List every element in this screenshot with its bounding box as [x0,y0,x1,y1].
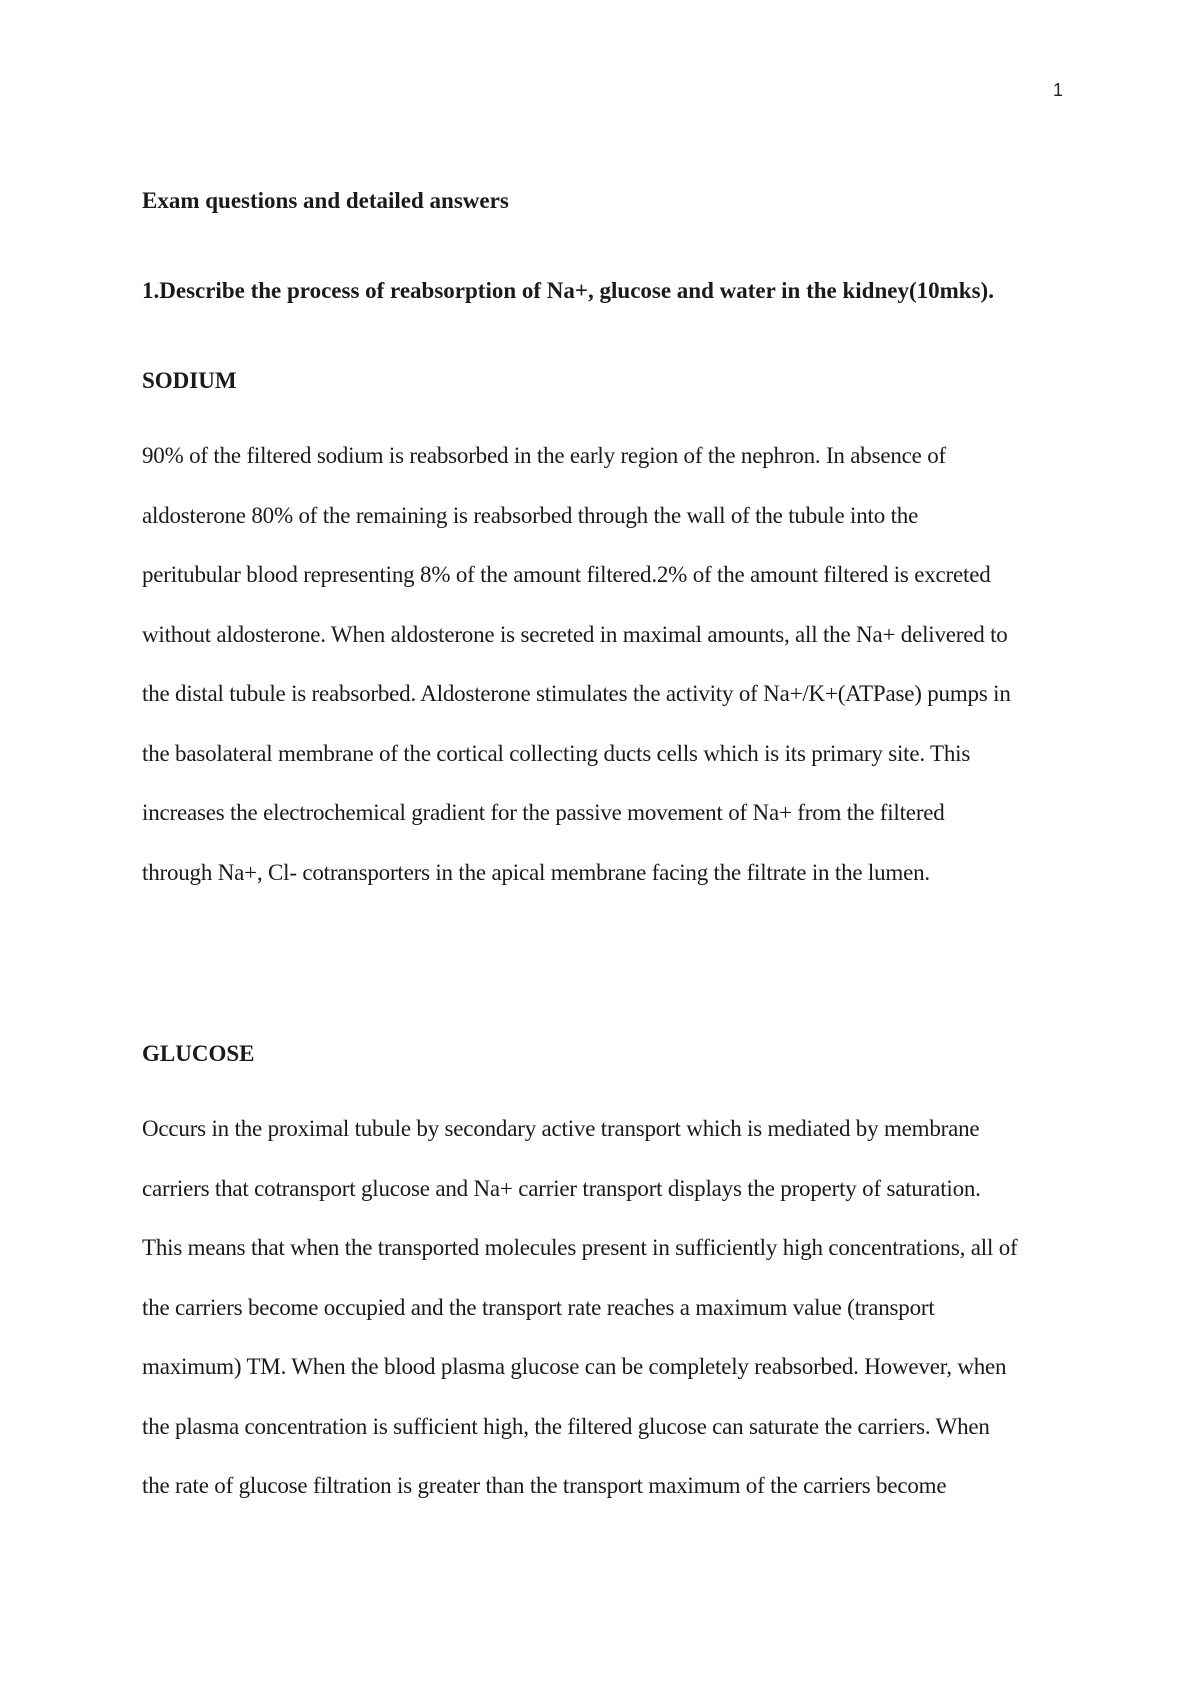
page-number: 1 [1052,80,1063,100]
paragraph-line: increases the electrochemical gradient for the passive movement of Na+ from the filtered [142,800,945,825]
sodium-paragraph [142,426,1072,902]
paragraph-line: the rate of glucose filtration is greater than the transport maximum of the carriers become [142,1473,947,1498]
paragraph-line: the distal tubule is reabsorbed. Aldosterone stimulates the activity of Na+/K+(ATPase) pumps in [142,681,1011,706]
paragraph-line: without aldosterone. When aldosterone is secreted in maximal amounts, all the Na+ delivered to [142,621,1008,647]
document-title: Exam questions and detailed answers [142,188,509,213]
question-heading: 1.Describe the process of reabsorption of Na+, glucose and water in the kidney(10mks). [142,278,994,303]
paragraph-line: aldosterone 80% of the remaining is reabsorbed through the wall of the tubule into the [142,502,919,528]
paragraph-line: the basolateral membrane of the cortical collecting ducts cells which is its primary site. This [142,740,971,766]
paragraph-line: 90% of the filtered sodium is reabsorbed in the early region of the nephron. In absence of [142,443,946,468]
paragraph-line: the carriers become occupied and the transport rate reaches a maximum value (transport [142,1294,935,1320]
paragraph-line: through Na+, Cl- cotransporters in the apical membrane facing the filtrate in the lumen. [142,859,930,885]
paragraph-line: peritubular blood representing 8% of the amount filtered.2% of the amount filtered is excreted [142,562,991,587]
paragraph-line: the plasma concentration is sufficient high, the filtered glucose can saturate the carriers. When [142,1413,990,1439]
paragraph-line: carriers that cotransport glucose and Na+ carrier transport displays the property of saturation. [142,1175,981,1201]
section-heading-sodium: SODIUM [142,368,237,393]
paragraph-line: Occurs in the proximal tubule by secondary active transport which is mediated by membrane [142,1116,980,1141]
paragraph-line: This means that when the transported molecules present in sufficiently high concentrations, all of [142,1235,1018,1260]
document-body [142,186,1072,1516]
section-heading-glucose: GLUCOSE [142,1041,255,1066]
glucose-paragraph [142,1099,1072,1516]
paragraph-line: maximum) TM. When the blood plasma glucose can be completely reabsorbed. However, when [142,1354,1007,1379]
